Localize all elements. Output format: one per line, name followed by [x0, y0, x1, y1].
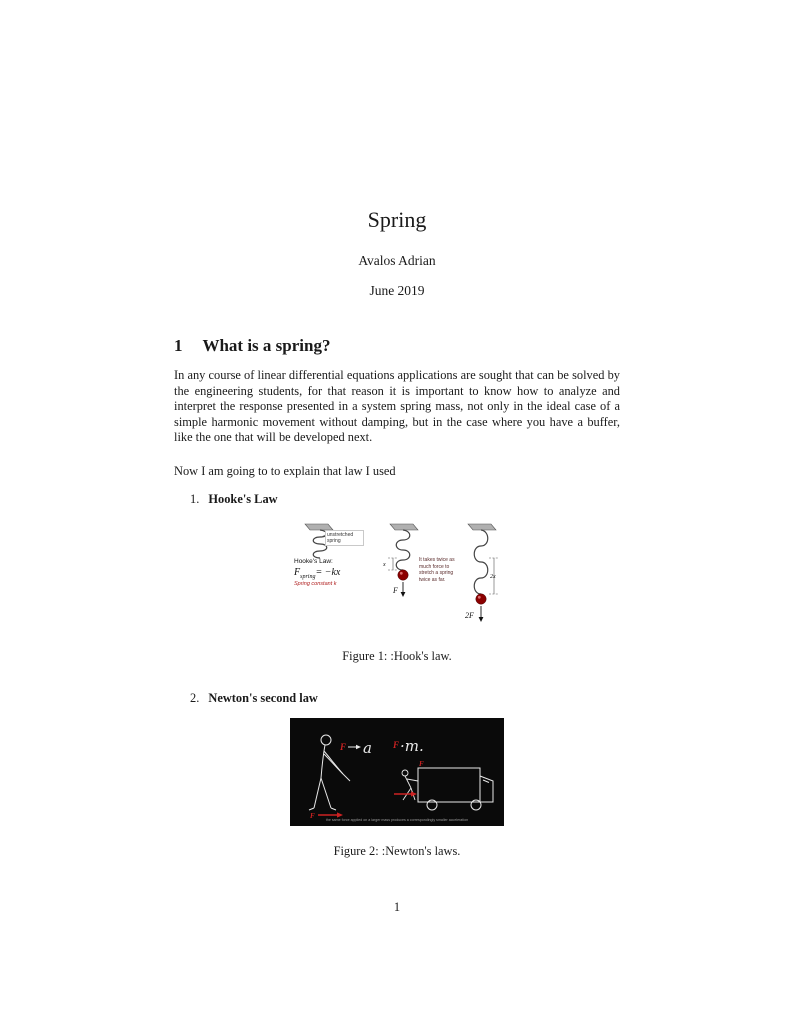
acceleration-label: a — [363, 739, 372, 757]
force-arrowhead-icon — [401, 592, 406, 597]
force-2f-label: 2F — [465, 611, 474, 620]
figure-newtons-laws — [290, 718, 504, 826]
ceiling-bar-icon — [468, 524, 496, 530]
push-force-label: F — [419, 760, 424, 768]
hookes-law-formula — [294, 567, 372, 580]
document-author: Avalos Adrian — [358, 253, 436, 268]
list-item-newtons-law — [190, 691, 620, 706]
club-force-label: F — [310, 812, 315, 820]
force-f-label: F — [393, 586, 398, 595]
section-number: 1 — [174, 336, 183, 355]
ball-highlight-icon — [478, 596, 481, 599]
figure-background — [290, 718, 504, 826]
figure1-caption: Figure 1: :Hook's law. — [342, 649, 452, 663]
spring-constant-label: Spring constant k — [294, 581, 337, 587]
document-date: June 2019 — [369, 283, 425, 298]
list-item-number: 1. — [190, 492, 200, 506]
figure-hookes-law — [292, 518, 502, 630]
unstretched-spring-label: unstretched spring — [325, 530, 364, 546]
formula-rhs: = −kx — [315, 567, 341, 578]
mass-label: ·m. — [400, 737, 424, 755]
section-title: What is a spring? — [202, 336, 331, 355]
formula-subscript: spring — [300, 574, 316, 580]
list-item-label: Newton's second law — [208, 691, 318, 705]
spring-coil-icon — [474, 530, 488, 594]
figure2-subcaption: the same force applied on a larger mass produces a correspondingly smaller acceleration — [325, 818, 469, 822]
list-item-number: 2. — [190, 691, 200, 705]
force-label: F — [340, 742, 347, 752]
ball-highlight-icon — [400, 572, 403, 575]
mass-ball-icon — [398, 570, 408, 580]
ceiling-bar-icon — [390, 524, 418, 530]
hookes-law-title: Hooke's Law: — [294, 558, 333, 565]
list-item-hookes-law — [190, 492, 620, 507]
mass-ball-icon — [476, 594, 486, 604]
document-title: Spring — [367, 207, 427, 232]
x-displacement-label: x — [383, 562, 386, 568]
page-number: 1 — [393, 900, 401, 914]
paragraph-intro: In any course of linear differential equations applications are sought that can be solved by the engineering students, for that reason it is important to know how to analyze and interpret the response presented in a system spring mass, not only in the ideal case of a simple harmonic movement without damping, but in the case where you have a buffer, like the one that will be developed next. — [174, 368, 620, 445]
force-label: F — [393, 740, 400, 750]
newtons-laws-diagram — [290, 718, 504, 826]
paragraph-transition: Now I am going to to explain that law I used — [174, 464, 396, 478]
x2-displacement-label: 2x — [490, 574, 496, 580]
spring-coil-icon — [396, 530, 410, 570]
section-heading — [174, 336, 620, 356]
hookes-law-text-block — [294, 558, 372, 587]
figure2-caption: Figure 2: :Newton's laws. — [333, 844, 461, 858]
force-arrowhead-icon — [479, 617, 484, 622]
list-item-label: Hooke's Law — [208, 492, 278, 506]
twice-force-note: It takes twice as much force to stretch a spring twice as far. — [419, 557, 455, 583]
formula-f: F — [294, 567, 301, 578]
